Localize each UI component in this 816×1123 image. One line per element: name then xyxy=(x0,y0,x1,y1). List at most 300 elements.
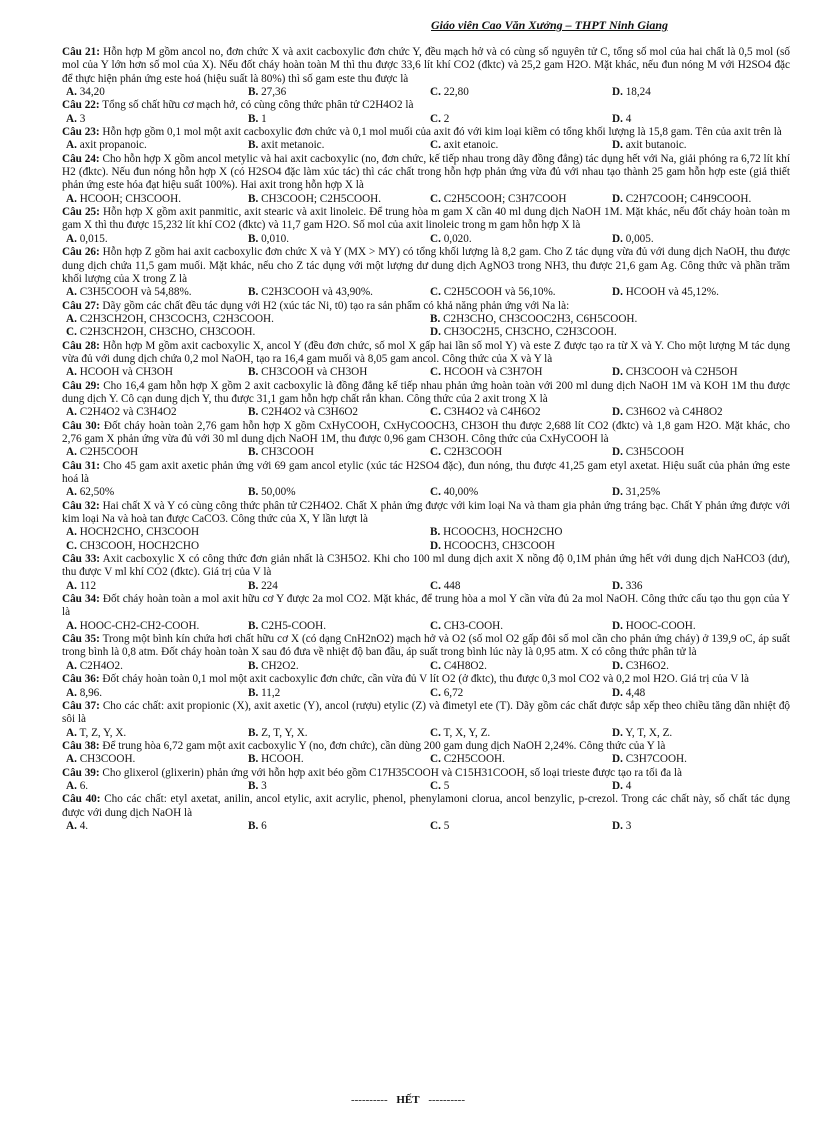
question-text: Đốt cháy hoàn toàn 2,76 gam hỗn hợp X gồm CxHyCOOH, CxHyCOOCH3, CH3OH thu được 2,688 lít CO2 (đktc) và 1,8 gam H2O. Mặt khác, cho 2,76 gam X phản ứng vừa đủ với 30 ml dung dịch NaOH 1M, thu được 0,96 gam CH3OH. Công thức của CxHyCOOH là xyxy=(62,419,791,445)
option-letter: C. xyxy=(430,366,441,379)
answer-option xyxy=(608,727,790,740)
option-text: 40,00% xyxy=(443,486,479,499)
option-text: C2H5COOH. xyxy=(443,753,505,766)
option-letter: D. xyxy=(612,579,623,592)
option-text: HCOOH và C3H7OH xyxy=(443,366,543,379)
option-text: 3 xyxy=(79,112,86,125)
question-text: Hỗn hợp gồm 0,1 mol một axit cacboxylic đơn chức và 0,1 mol muối của axit đó với kim loại kiềm có tổng khối lượng là 15,8 gam. Tên của axit trên là xyxy=(102,126,782,139)
option-letter: C. xyxy=(430,686,441,699)
options-row xyxy=(62,660,790,673)
option-text: 4. xyxy=(79,819,89,832)
answer-option xyxy=(62,406,244,419)
question-block xyxy=(62,673,790,700)
answer-option xyxy=(62,233,244,246)
answer-option xyxy=(608,86,790,99)
question-stem xyxy=(62,633,790,660)
option-letter: A. xyxy=(66,446,77,459)
question-block xyxy=(62,633,790,673)
option-letter: A. xyxy=(66,86,77,99)
option-text: 31,25% xyxy=(625,486,661,499)
answer-option xyxy=(62,193,244,206)
option-letter: B. xyxy=(248,406,259,419)
answer-option xyxy=(608,193,790,206)
option-letter: D. xyxy=(612,112,623,125)
option-letter: C. xyxy=(430,446,441,459)
answer-option xyxy=(244,580,426,593)
option-letter: D. xyxy=(612,366,623,379)
answer-option xyxy=(608,780,790,793)
option-text: 50,00% xyxy=(261,486,296,499)
option-letter: D. xyxy=(612,819,623,832)
option-text: CH3OC2H5, CH3CHO, C2H3COOH. xyxy=(443,326,617,339)
option-letter: C. xyxy=(430,659,441,672)
option-letter: C. xyxy=(430,406,441,419)
question-number: Câu 32: xyxy=(62,499,100,512)
answer-option xyxy=(426,366,608,379)
option-letter: B. xyxy=(248,619,259,632)
answer-option xyxy=(62,86,244,99)
option-text: HOCH2CHO, CH3COOH xyxy=(79,526,200,539)
question-text: Hỗn hợp Z gồm hai axit cacboxylic đơn chức X và Y (MX > MY) có tổng khối lượng là 8,2 gam. Cho Z tác dụng vừa đủ với dung dịch NaOH, thu được dung dịch chứa 11,5 gam muối. Mặt khác, nếu cho Z tác dụng với một lượng dư dung dịch AgNO3 trong NH3, thu được 21,6 gam Ag. Công thức và phần trăm khối lượng của X trong Z là xyxy=(62,246,790,285)
option-letter: D. xyxy=(612,286,623,299)
option-text: axit metanoic. xyxy=(261,139,325,152)
question-text: Cho các chất: etyl axetat, anilin, ancol etylic, axit acrylic, phenol, phenylamoni clorua, ancol benzylic, p-crezol. Trong các chất này, số chất tác dụng được với dung dịch NaOH là xyxy=(62,793,791,819)
option-letter: D. xyxy=(430,539,441,552)
answer-option xyxy=(62,660,244,673)
option-text: 0,010. xyxy=(261,232,290,245)
option-text: CH3COOH, HOCH2CHO xyxy=(79,539,200,552)
option-letter: B. xyxy=(248,139,259,152)
options-row xyxy=(62,526,790,539)
question-text: Cho 45 gam axit axetic phản ứng với 69 gam ancol etylic (xúc tác H2SO4 đặc), đun nóng, thu được 41,25 gam etyl axetat. Hiệu suất của phản ứng este hoá là xyxy=(62,459,790,485)
question-number: Câu 29: xyxy=(62,379,100,392)
option-letter: A. xyxy=(66,619,77,632)
option-text: T, X, Y, Z. xyxy=(443,726,491,739)
question-block xyxy=(62,553,790,593)
answer-option xyxy=(426,780,608,793)
option-letter: A. xyxy=(66,139,77,152)
footer-dashes-right: ---------- xyxy=(428,1094,465,1106)
answer-option xyxy=(244,820,426,833)
answer-option xyxy=(608,687,790,700)
exam-page xyxy=(62,18,790,833)
option-letter: D. xyxy=(612,753,623,766)
option-letter: C. xyxy=(430,192,441,205)
option-text: axit butanoic. xyxy=(625,139,687,152)
option-text: C2H5COOH xyxy=(79,446,139,459)
answer-option xyxy=(426,540,790,553)
option-letter: B. xyxy=(430,312,441,325)
options-row xyxy=(62,366,790,379)
option-text: 3 xyxy=(261,779,267,792)
option-letter: B. xyxy=(248,446,259,459)
answer-option xyxy=(62,366,244,379)
question-block xyxy=(62,700,790,740)
question-number: Câu 27: xyxy=(62,299,100,312)
option-letter: C. xyxy=(430,286,441,299)
option-text: Z, T, Y, X. xyxy=(261,726,308,739)
options-row xyxy=(62,233,790,246)
answer-option xyxy=(608,580,790,593)
question-text: Cho glixerol (glixerin) phản ứng với hỗn hợp axit béo gồm C17H35COOH và C15H31COOH, số loại trieste được tạo ra tối đa là xyxy=(102,766,682,779)
question-block xyxy=(62,99,790,126)
option-text: HOOC-COOH. xyxy=(625,619,696,632)
option-text: 4,48 xyxy=(625,686,646,699)
option-letter: B. xyxy=(430,526,441,539)
question-number: Câu 35: xyxy=(62,633,100,646)
option-letter: B. xyxy=(248,726,259,739)
option-text: C3H7COOH. xyxy=(625,753,687,766)
options-row xyxy=(62,580,790,593)
option-letter: A. xyxy=(66,366,77,379)
option-text: CH3COOH xyxy=(261,446,314,459)
option-letter: C. xyxy=(430,753,441,766)
option-letter: A. xyxy=(66,686,77,699)
question-text: Trong một bình kín chứa hơi chất hữu cơ X (có dạng CnH2nO2) mạch hở và O2 (số mol O2 gấp đôi số mol cần cho phản ứng cháy) ở 139,9 oC, áp suất trong bình là 0,8 atm. Đốt cháy hoàn toàn X sau đó đưa về nhiệt độ ban đầu, áp suất trong bình lúc này là 0,95 atm. X có công thức phân tử là xyxy=(62,633,790,659)
option-letter: B. xyxy=(248,112,259,125)
options-row xyxy=(62,727,790,740)
question-text: Tổng số chất hữu cơ mạch hở, có cùng công thức phân tử C2H4O2 là xyxy=(102,99,414,112)
question-number: Câu 22: xyxy=(62,99,100,112)
option-letter: B. xyxy=(248,819,259,832)
question-stem xyxy=(62,593,790,620)
question-text: Để trung hòa 6,72 gam một axit cacboxylic Y (no, đơn chức), cần dùng 200 gam dung dịch NaOH 2,24%. Công thức của Y là xyxy=(102,739,666,752)
option-letter: B. xyxy=(248,286,259,299)
option-text: 62,50% xyxy=(79,486,115,499)
answer-option xyxy=(608,486,790,499)
option-text: HCOOH và 45,12%. xyxy=(625,286,719,299)
question-number: Câu 21: xyxy=(62,46,100,58)
question-block xyxy=(62,593,790,633)
option-text: CH3COOH; C2H5COOH. xyxy=(261,192,382,205)
options-row xyxy=(62,326,790,339)
question-block xyxy=(62,340,790,380)
option-text: 1 xyxy=(261,112,267,125)
option-letter: D. xyxy=(612,139,623,152)
question-stem xyxy=(62,380,790,407)
answer-option xyxy=(426,660,608,673)
option-letter: C. xyxy=(66,539,77,552)
option-text: axit etanoic. xyxy=(443,139,499,152)
question-block xyxy=(62,153,790,206)
question-number: Câu 37: xyxy=(62,699,100,712)
option-letter: C. xyxy=(430,232,441,245)
question-number: Câu 31: xyxy=(62,459,100,472)
option-text: 2 xyxy=(443,112,450,125)
option-text: C2H5COOH; C3H7COOH xyxy=(443,192,567,205)
option-letter: B. xyxy=(248,579,259,592)
option-text: C2H3CH2OH, CH3CHO, CH3COOH. xyxy=(79,326,256,339)
option-letter: D. xyxy=(612,192,623,205)
question-stem xyxy=(62,740,790,753)
option-text: 336 xyxy=(625,579,643,592)
option-text: C3H6O2. xyxy=(625,659,669,672)
question-block xyxy=(62,460,790,500)
question-list xyxy=(62,46,790,833)
question-text: Đốt cháy hoàn toàn 0,1 mol một axit cacboxylic đơn chức, cần vừa đủ V lít O2 (ở đktc), thu được 0,3 mol CO2 và 0,2 mol H2O. Giá trị của V là xyxy=(102,673,749,686)
question-stem xyxy=(62,460,790,487)
options-row xyxy=(62,486,790,499)
option-letter: D. xyxy=(612,232,623,245)
question-stem xyxy=(62,793,790,820)
option-letter: D. xyxy=(612,726,623,739)
answer-option xyxy=(608,753,790,766)
option-text: C2H5COOH và 56,10%. xyxy=(443,286,556,299)
question-block xyxy=(62,420,790,460)
options-row xyxy=(62,687,790,700)
option-letter: C. xyxy=(430,779,441,792)
option-letter: A. xyxy=(66,526,77,539)
question-text: Hỗn hợp M gồm axit cacboxylic X, ancol Y (đều đơn chức, số mol X gấp hai lần số mol Y) và este Z được tạo ra từ X và Y. Cho một lượng M tác dụng vừa đủ với dung dịch chứa 0,2 mol NaOH, tạo ra 16,4 gam muối và 8,05 gam ancol. Công thức của X và Y là xyxy=(62,339,790,365)
option-text: 112 xyxy=(79,579,97,592)
option-text: C3H5COOH xyxy=(625,446,685,459)
answer-option xyxy=(62,486,244,499)
question-block xyxy=(62,380,790,420)
option-text: 8,96. xyxy=(79,686,103,699)
option-letter: D. xyxy=(612,446,623,459)
question-number: Câu 24: xyxy=(62,152,100,165)
option-text: 18,24 xyxy=(625,86,651,99)
question-stem xyxy=(62,553,790,580)
answer-option xyxy=(426,526,790,539)
question-block xyxy=(62,126,790,153)
option-text: T, Z, Y, X. xyxy=(79,726,127,739)
question-number: Câu 28: xyxy=(62,339,100,352)
answer-option xyxy=(244,366,426,379)
option-letter: B. xyxy=(248,86,259,99)
option-letter: A. xyxy=(66,286,77,299)
option-text: 0,020. xyxy=(443,232,472,245)
answer-option xyxy=(608,233,790,246)
answer-option xyxy=(608,446,790,459)
option-text: 3 xyxy=(625,819,632,832)
option-letter: C. xyxy=(430,139,441,152)
answer-option xyxy=(608,660,790,673)
option-text: C2H4O2. xyxy=(79,659,123,672)
options-row xyxy=(62,753,790,766)
option-letter: A. xyxy=(66,312,77,325)
answer-option xyxy=(426,727,608,740)
question-stem xyxy=(62,420,790,447)
option-text: Y, T, X, Z. xyxy=(625,726,673,739)
option-text: C2H3COOH và 43,90%. xyxy=(261,286,373,299)
question-stem xyxy=(62,99,790,112)
option-letter: A. xyxy=(66,192,77,205)
answer-option xyxy=(426,139,608,152)
options-row xyxy=(62,780,790,793)
option-text: 224 xyxy=(261,579,278,592)
answer-option xyxy=(62,113,244,126)
option-text: 0,005. xyxy=(625,232,654,245)
answer-option xyxy=(426,620,608,633)
question-text: Dãy gồm các chất đều tác dụng với H2 (xúc tác Ni, t0) tạo ra sản phẩm có khả năng phản ứng với Na là: xyxy=(102,299,570,312)
option-letter: B. xyxy=(248,686,259,699)
answer-option xyxy=(244,753,426,766)
answer-option xyxy=(608,113,790,126)
option-letter: A. xyxy=(66,112,77,125)
option-letter: D. xyxy=(612,779,623,792)
answer-option xyxy=(608,820,790,833)
question-text: Đốt cháy hoàn toàn a mol axit hữu cơ Y được 2a mol CO2. Mặt khác, để trung hòa a mol Y cần vừa đủ 2a mol NaOH. Công thức cấu tạo thu gọn của Y là xyxy=(62,593,790,619)
answer-option xyxy=(244,286,426,299)
answer-option xyxy=(608,366,790,379)
option-text: C2H5-COOH. xyxy=(261,619,327,632)
option-text: 0,015. xyxy=(79,232,108,245)
answer-option xyxy=(62,727,244,740)
question-number: Câu 33: xyxy=(62,553,101,566)
answer-option xyxy=(608,139,790,152)
answer-option xyxy=(426,313,790,326)
question-block xyxy=(62,500,790,553)
answer-option xyxy=(62,780,244,793)
option-letter: C. xyxy=(430,86,441,99)
option-letter: B. xyxy=(248,366,259,379)
question-block xyxy=(62,206,790,246)
option-letter: A. xyxy=(66,659,77,672)
option-letter: C. xyxy=(430,619,441,632)
answer-option xyxy=(244,139,426,152)
options-row xyxy=(62,406,790,419)
options-row xyxy=(62,620,790,633)
options-row xyxy=(62,540,790,553)
option-letter: B. xyxy=(248,659,259,672)
question-stem xyxy=(62,206,790,233)
question-stem xyxy=(62,153,790,193)
option-letter: A. xyxy=(66,753,77,766)
option-letter: A. xyxy=(66,726,77,739)
option-letter: D. xyxy=(430,326,441,339)
option-text: HCOOCH3, CH3COOH xyxy=(443,539,555,552)
answer-option xyxy=(244,86,426,99)
option-text: C2H4O2 và C3H6O2 xyxy=(261,406,359,419)
question-number: Câu 26: xyxy=(62,246,100,259)
options-row xyxy=(62,313,790,326)
answer-option xyxy=(244,446,426,459)
answer-option xyxy=(426,446,608,459)
answer-option xyxy=(426,86,608,99)
question-text: Hỗn hợp X gồm axit panmitic, axit stearic và axit linoleic. Để trung hòa m gam X cần 40 ml dung dịch NaOH 1M. Mặt khác, nếu đốt cháy hoàn toàn m gam X thì thu được 15,232 lít khí CO2 (đktc) và 11,7 gam H2O. Số mol của axit linoleic trong m gam hỗn hợp X là xyxy=(62,206,791,232)
answer-option xyxy=(608,620,790,633)
option-text: C2H7COOH; C4H9COOH. xyxy=(625,192,752,205)
question-block xyxy=(62,300,790,340)
page-footer xyxy=(0,1094,816,1106)
answer-option xyxy=(426,580,608,593)
option-letter: B. xyxy=(248,779,259,792)
option-text: HCOOH. xyxy=(261,753,304,766)
option-text: CH2O2. xyxy=(261,659,299,672)
options-row xyxy=(62,193,790,206)
option-letter: B. xyxy=(248,192,259,205)
option-letter: A. xyxy=(66,579,77,592)
option-letter: D. xyxy=(612,486,623,499)
answer-option xyxy=(426,193,608,206)
option-letter: A. xyxy=(66,486,77,499)
answer-option xyxy=(62,687,244,700)
answer-option xyxy=(426,753,608,766)
option-text: HCOOH và CH3OH xyxy=(79,366,173,379)
option-text: C3H4O2 và C4H6O2 xyxy=(443,406,541,419)
option-letter: D. xyxy=(612,659,623,672)
question-number: Câu 36: xyxy=(62,673,100,686)
option-text: C2H3CH2OH, CH3COCH3, C2H3COOH. xyxy=(79,312,274,325)
option-text: HOOC-CH2-CH2-COOH. xyxy=(79,619,200,632)
option-text: C2H3CHO, CH3COOC2H3, C6H5COOH. xyxy=(443,312,638,325)
option-letter: C. xyxy=(430,579,441,592)
answer-option xyxy=(608,286,790,299)
options-row xyxy=(62,86,790,99)
question-number: Câu 23: xyxy=(62,126,100,139)
option-text: C3H5COOH và 54,88%. xyxy=(79,286,192,299)
question-number: Câu 38: xyxy=(62,739,100,752)
option-text: HCOOH; CH3COOH. xyxy=(79,192,182,205)
question-stem xyxy=(62,126,790,139)
question-stem xyxy=(62,46,790,86)
options-row xyxy=(62,820,790,833)
option-text: 6. xyxy=(79,779,89,792)
answer-option xyxy=(426,486,608,499)
options-row xyxy=(62,113,790,126)
option-text: 4 xyxy=(625,779,632,792)
answer-option xyxy=(426,687,608,700)
option-letter: A. xyxy=(66,406,77,419)
question-stem xyxy=(62,767,790,780)
answer-option xyxy=(62,620,244,633)
option-letter: B. xyxy=(248,486,259,499)
question-text: Cho hỗn hợp X gồm ancol metylic và hai axit cacboxylic (no, đơn chức, kế tiếp nhau trong dãy đồng đẳng) tác dụng hết với Na, giải phóng ra 6,72 lít khí H2 (đktc). Nếu đun nóng hỗn hợp X (có H2SO4 đặc làm xúc tác) thì các chất trong hỗn hợp phản ứng vừa đủ với nhau tạo thành 25 gam hỗn hợp este (giả thiết phản ứng este hóa đạt hiệu suất 100%). Hai axit trong hỗn hợp X là xyxy=(62,152,791,192)
option-text: 34,20 xyxy=(79,86,105,99)
option-text: 448 xyxy=(443,579,461,592)
answer-option xyxy=(62,820,244,833)
answer-option xyxy=(426,820,608,833)
option-letter: D. xyxy=(612,406,623,419)
footer-dashes-left: ---------- xyxy=(350,1094,388,1106)
question-stem xyxy=(62,246,790,286)
option-letter: A. xyxy=(66,819,77,832)
option-text: 5 xyxy=(443,819,450,832)
question-number: Câu 39: xyxy=(62,766,100,779)
answer-option xyxy=(244,113,426,126)
question-block xyxy=(62,767,790,794)
question-block xyxy=(62,246,790,299)
option-text: 27,36 xyxy=(261,86,287,99)
options-row xyxy=(62,446,790,459)
answer-option xyxy=(244,660,426,673)
option-text: C2H3COOH xyxy=(443,446,503,459)
teacher-header: Giáo viên Cao Văn Xưởng – THPT Ninh Giang xyxy=(431,18,668,32)
answer-option xyxy=(62,526,426,539)
answer-option xyxy=(244,727,426,740)
option-letter: D. xyxy=(612,686,623,699)
answer-option xyxy=(62,540,426,553)
option-letter: A. xyxy=(66,779,77,792)
answer-option xyxy=(62,313,426,326)
answer-option xyxy=(426,286,608,299)
option-letter: B. xyxy=(248,753,259,766)
question-stem xyxy=(62,500,790,527)
options-row xyxy=(62,286,790,299)
question-text: Hai chất X và Y có cùng công thức phân tử C2H4O2. Chất X phản ứng được với kim loại Na và tham gia phản ứng tráng bạc. Chất Y phản ứng được với kim loại Na và hoà tan được CaCO3. Công thức của X, Y lần lượt là xyxy=(62,499,790,526)
answer-option xyxy=(244,486,426,499)
option-text: CH3COOH. xyxy=(79,753,136,766)
option-letter: C. xyxy=(66,326,77,339)
option-letter: C. xyxy=(430,486,441,499)
option-text: 4 xyxy=(625,112,632,125)
option-letter: A. xyxy=(66,232,77,245)
answer-option xyxy=(62,139,244,152)
answer-option xyxy=(244,406,426,419)
option-text: CH3-COOH. xyxy=(443,619,504,632)
option-text: HCOOCH3, HOCH2CHO xyxy=(443,526,563,539)
